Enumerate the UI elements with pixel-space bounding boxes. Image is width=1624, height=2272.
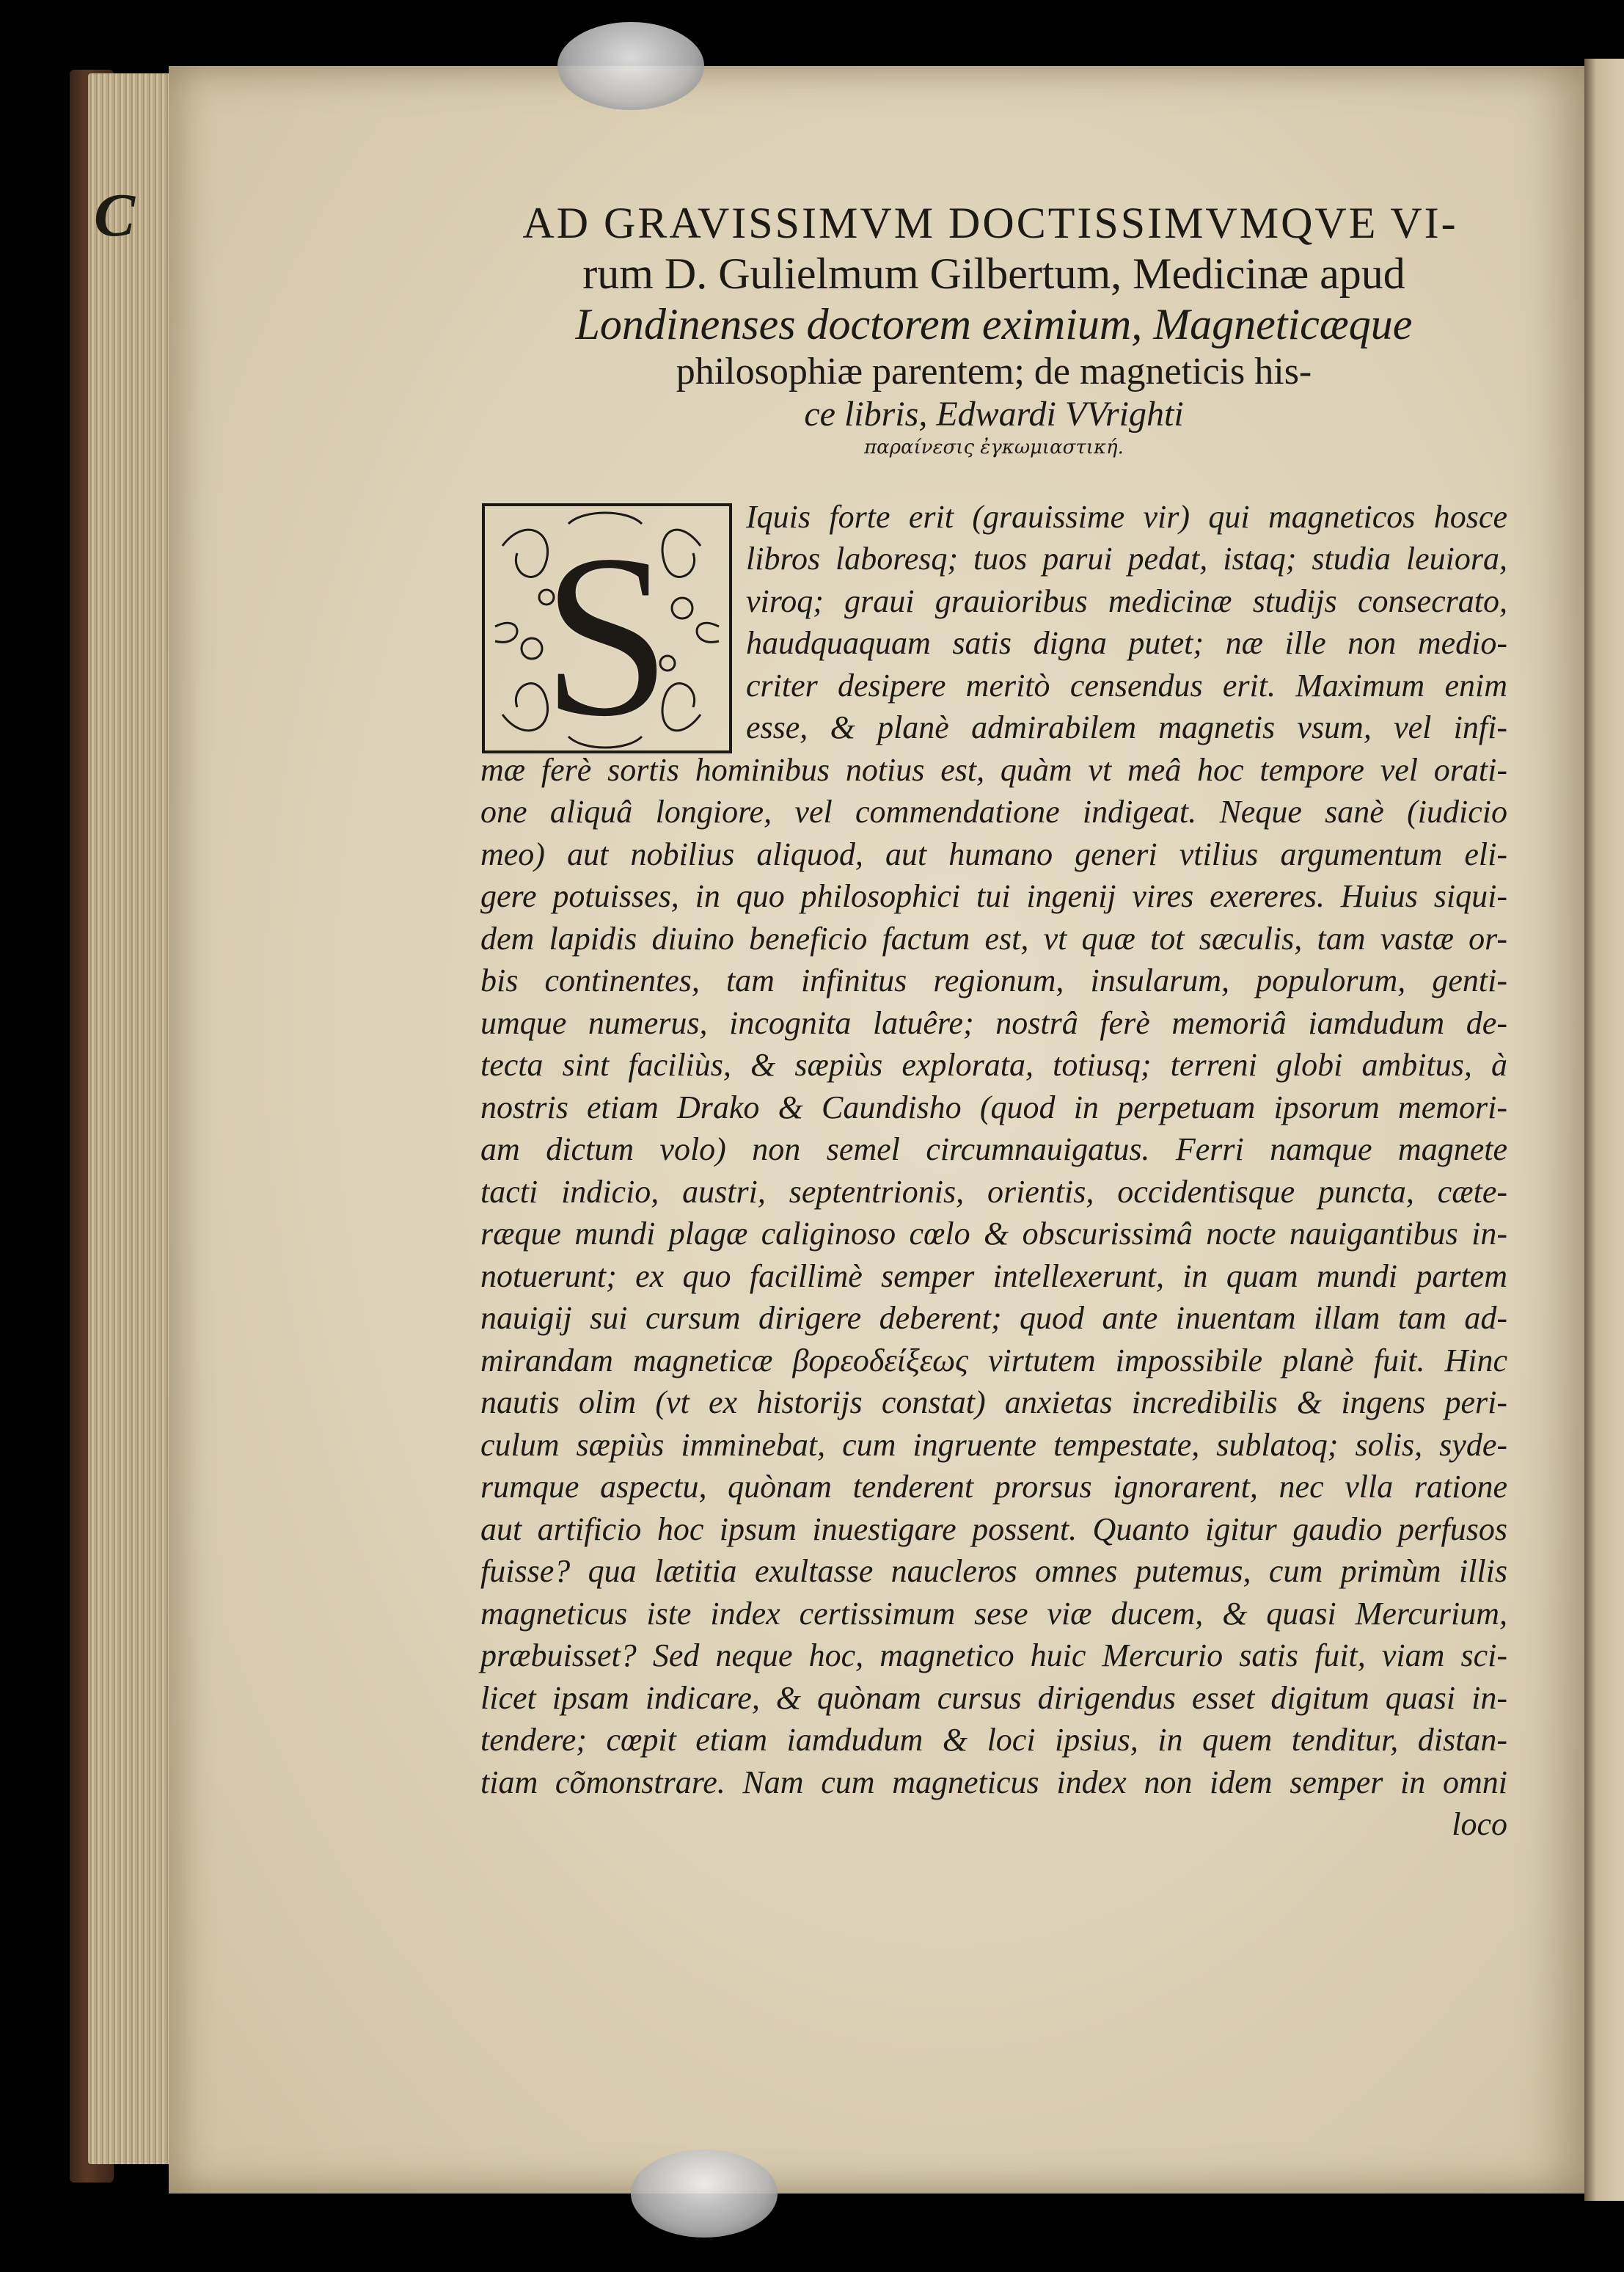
heading-greek-subtitle: παραίνεσις ἐγκωμιαστική. [864, 436, 1124, 459]
text-line: dem lapidis diuino beneficio factum est, vt quæ tot sæculis, tam vastæ or- [480, 920, 1507, 957]
text-block [480, 198, 1507, 1845]
text-line: gere potuisses, in quo philosophici tui ingenij vires exereres. Huius siqui- [480, 878, 1507, 915]
catchword: loco [1452, 1806, 1507, 1843]
text-line: tacti indicio, austri, septentrionis, orientis, occidentisque puncta, cæte- [480, 1173, 1507, 1210]
margin-mark: C [94, 181, 136, 249]
text-line: notuerunt; ex quo facillimè semper intellexerunt, in quam mundi partem [480, 1257, 1507, 1294]
heading-line-4: philosophiæ parentem; de magneticis his- [676, 351, 1312, 392]
text-line: viroq; graui grauioribus medicinæ studijs consecrato, [746, 582, 1507, 619]
text-line: meo) aut nobilius aliquod, aut humano generi vtilius argumentum eli- [480, 836, 1507, 872]
body-text [480, 496, 1507, 1846]
text-line: criter desipere meritò censendus erit. Maximum enim [746, 667, 1507, 704]
text-line: esse, & planè admirabilem magnetis vsum, vel infi- [746, 709, 1507, 746]
text-line: rumque aspectu, quònam tenderent prorsus ignorarent, nec vlla ratione [480, 1469, 1507, 1505]
text-line: ræque mundi plagæ caliginoso cœlo & obscurissimâ nocte nauigantibus in- [480, 1216, 1507, 1252]
text-line: am dictum volo) non semel circumnauigatus. Ferri namque magnete [480, 1131, 1507, 1168]
text-line: culum sæpiùs imminebat, cum ingruente tempestate, sublatoq; solis, syde- [480, 1426, 1507, 1463]
text-line: tecta sint faciliùs, & sæpiùs explorata, totiusq; terreni globi ambitus, à [480, 1047, 1507, 1084]
text-line: tiam cõmonstrare. Nam cum magneticus index non idem semper in omni [480, 1764, 1507, 1800]
text-line: præbuisset? Sed neque hoc, magnetico huic Mercurio satis fuit, viam sci- [480, 1637, 1507, 1674]
text-line: aut artificio hoc ipsum inuestigare possent. Quanto igitur gaudio perfusos [480, 1511, 1507, 1547]
page-edges [88, 73, 176, 2164]
text-line: tendere; cœpit etiam iamdudum & loci ipsius, in quem tenditur, distan- [480, 1722, 1507, 1758]
text-line: umque numerus, incognita latuêre; nostrâ ferè memoriâ iamdudum de- [480, 1004, 1507, 1041]
text-line: bis continentes, tam infinitus regionum, insularum, populorum, genti- [480, 963, 1507, 999]
text-line: haudquaquam satis digna putet; næ ille non medio- [746, 625, 1507, 662]
heading-line-2: rum D. Gulielmum Gilbertum, Medicinæ apud [582, 249, 1405, 298]
heading-line-1: AD GRAVISSIMVM DOCTISSIMVMQVE VI- [522, 199, 1458, 247]
text-line: nautis olim (vt ex historijs constat) anxietas incredibilis & ingens peri- [480, 1384, 1507, 1421]
text-line: licet ipsam indicare, & quònam cursus dirigendus esset digitum quasi in- [480, 1679, 1507, 1716]
text-line: mirandam magneticæ βορεοδείξεως virtutem impossibile planè fuit. Hinc [480, 1342, 1507, 1378]
text-line: Iquis forte erit (grauissime vir) qui magneticos hosce [746, 498, 1507, 535]
heading-line-5: ce libris, Edwardi VVrighti [804, 394, 1184, 434]
text-line: nauigij sui cursum dirigere deberent; quod ante inuentam illam tam ad- [480, 1300, 1507, 1337]
page-clip-top [557, 22, 704, 110]
text-line: magneticus iste index certissimum sese viæ ducem, & quasi Mercurium, [480, 1595, 1507, 1632]
drop-cap-letter: S [541, 505, 672, 755]
decorated-initial-s [480, 502, 734, 755]
heading-line-3: Londinenses doctorem eximium, Magneticæque [575, 300, 1413, 348]
text-line: libros laboresq; tuos parui pedat, istaq; studia leuiora, [746, 541, 1507, 577]
text-line: fuisse? qua lætitia exultasse naucleros omnes putemus, cum primùm illis [480, 1553, 1507, 1590]
facing-page-edge [1584, 59, 1624, 2201]
page-clip-bottom [631, 2149, 778, 2238]
text-line: mæ ferè sortis hominibus notius est, quàm vt meâ hoc tempore vel orati- [480, 751, 1507, 788]
text-line: nostris etiam Drako & Caundisho (quod in perpetuam ipsorum memori- [480, 1089, 1507, 1125]
text-line: one aliquâ longiore, vel commendatione indigeat. Neque sanè (iudicio [480, 794, 1507, 830]
